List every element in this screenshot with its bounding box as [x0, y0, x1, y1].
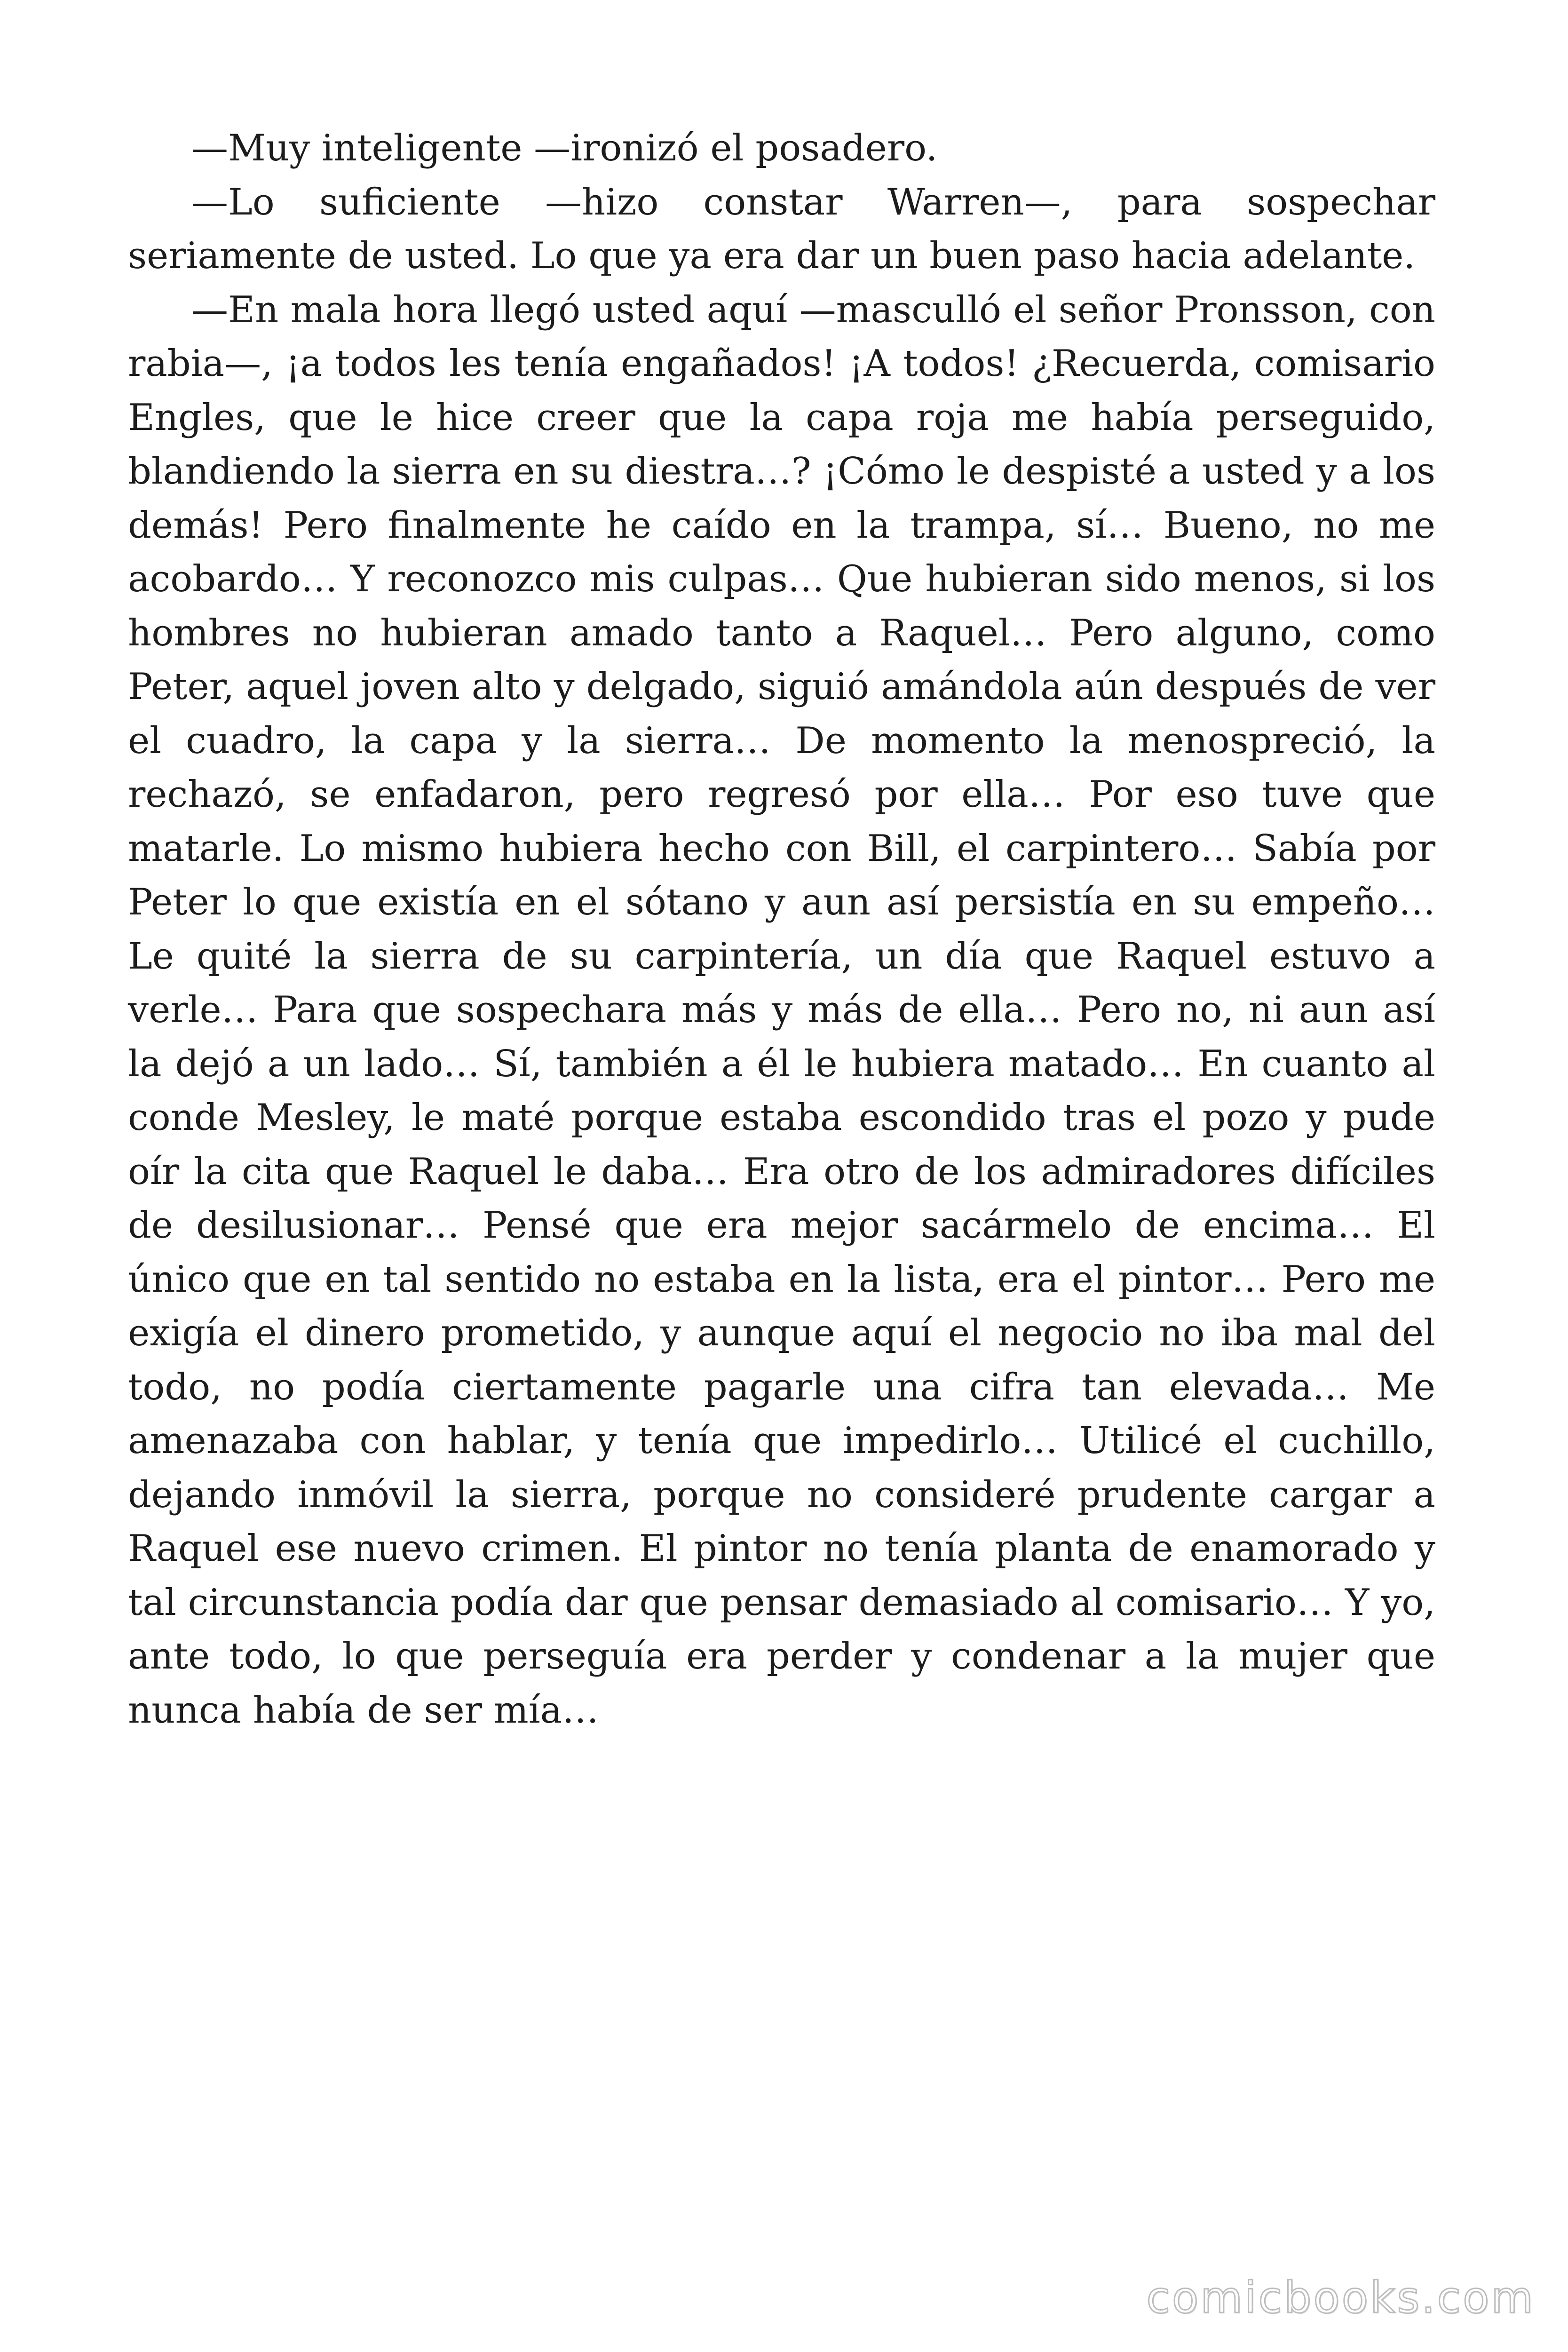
body-text — [128, 121, 1435, 1737]
paragraph-2: —Lo suficiente —hizo constar Warren—, para sospechar seriamente de usted. Lo que ya era dar un buen paso hacia adelante. — [128, 181, 1435, 277]
paragraph-1: —Muy inteligente —ironizó el posadero. — [191, 127, 938, 169]
paragraph-3: —En mala hora llegó usted aquí —masculló el señor Pronsson, con rabia—, ¡a todos les tenía engañados! ¡A todos! ¿Recuerda, comisario Engles, que le hice creer que la capa roja me había perseguido, blandiendo la sierra en su diestra…? ¡Cómo le despisté a usted y a los demás! Pero finalmente he caído en la trampa, sí… Bueno, no me acobardo… Y reconozco mis culpas… Que hubieran sido menos, si los hombres no hubieran amado tanto a Raquel… Pero alguno, como Peter, aquel joven alto y delgado, siguió amándola aún después de ver el cuadro, la capa y la sierra… De momento la menospreció, la rechazó, se enfadaron, pero regresó por ella… Por eso tuve que matarle. Lo mismo hubiera hecho con Bill, el carpintero… Sabía por Peter lo que existía en el sótano y aun así persistía en su empeño… Le quité la sierra de su carpintería, un día que Raquel estuvo a verle… Para que sospechara más y más de ella… Pero no, ni aun así la dejó a un lado… Sí, también a él le hubiera matado… En cuanto al conde Mesley, le maté porque estaba escondido tras el pozo y pude oír la cita que Raquel le daba… Era otro de los admiradores difíciles de desilusionar… Pensé que era mejor sacármelo de encima… El único que en tal sentido no estaba en la lista, era el pintor… Pero me exigía el dinero prometido, y aunque aquí el negocio no iba mal del todo, no podía ciertamente pagarle una cifra tan elevada… Me amenazaba con hablar, y tenía que impedirlo… Utilicé el cuchillo, dejando inmóvil la sierra, porque no consideré prudente cargar a Raquel ese nuevo crimen. El pintor no tenía planta de enamorado y tal circunstancia podía dar que pensar demasiado al comisario… Y yo, ante todo, lo que perseguía era perder y condenar a la mujer que nunca había de ser mía… — [128, 288, 1435, 1732]
watermark-logo: comicbooks.com — [1146, 2273, 1535, 2323]
